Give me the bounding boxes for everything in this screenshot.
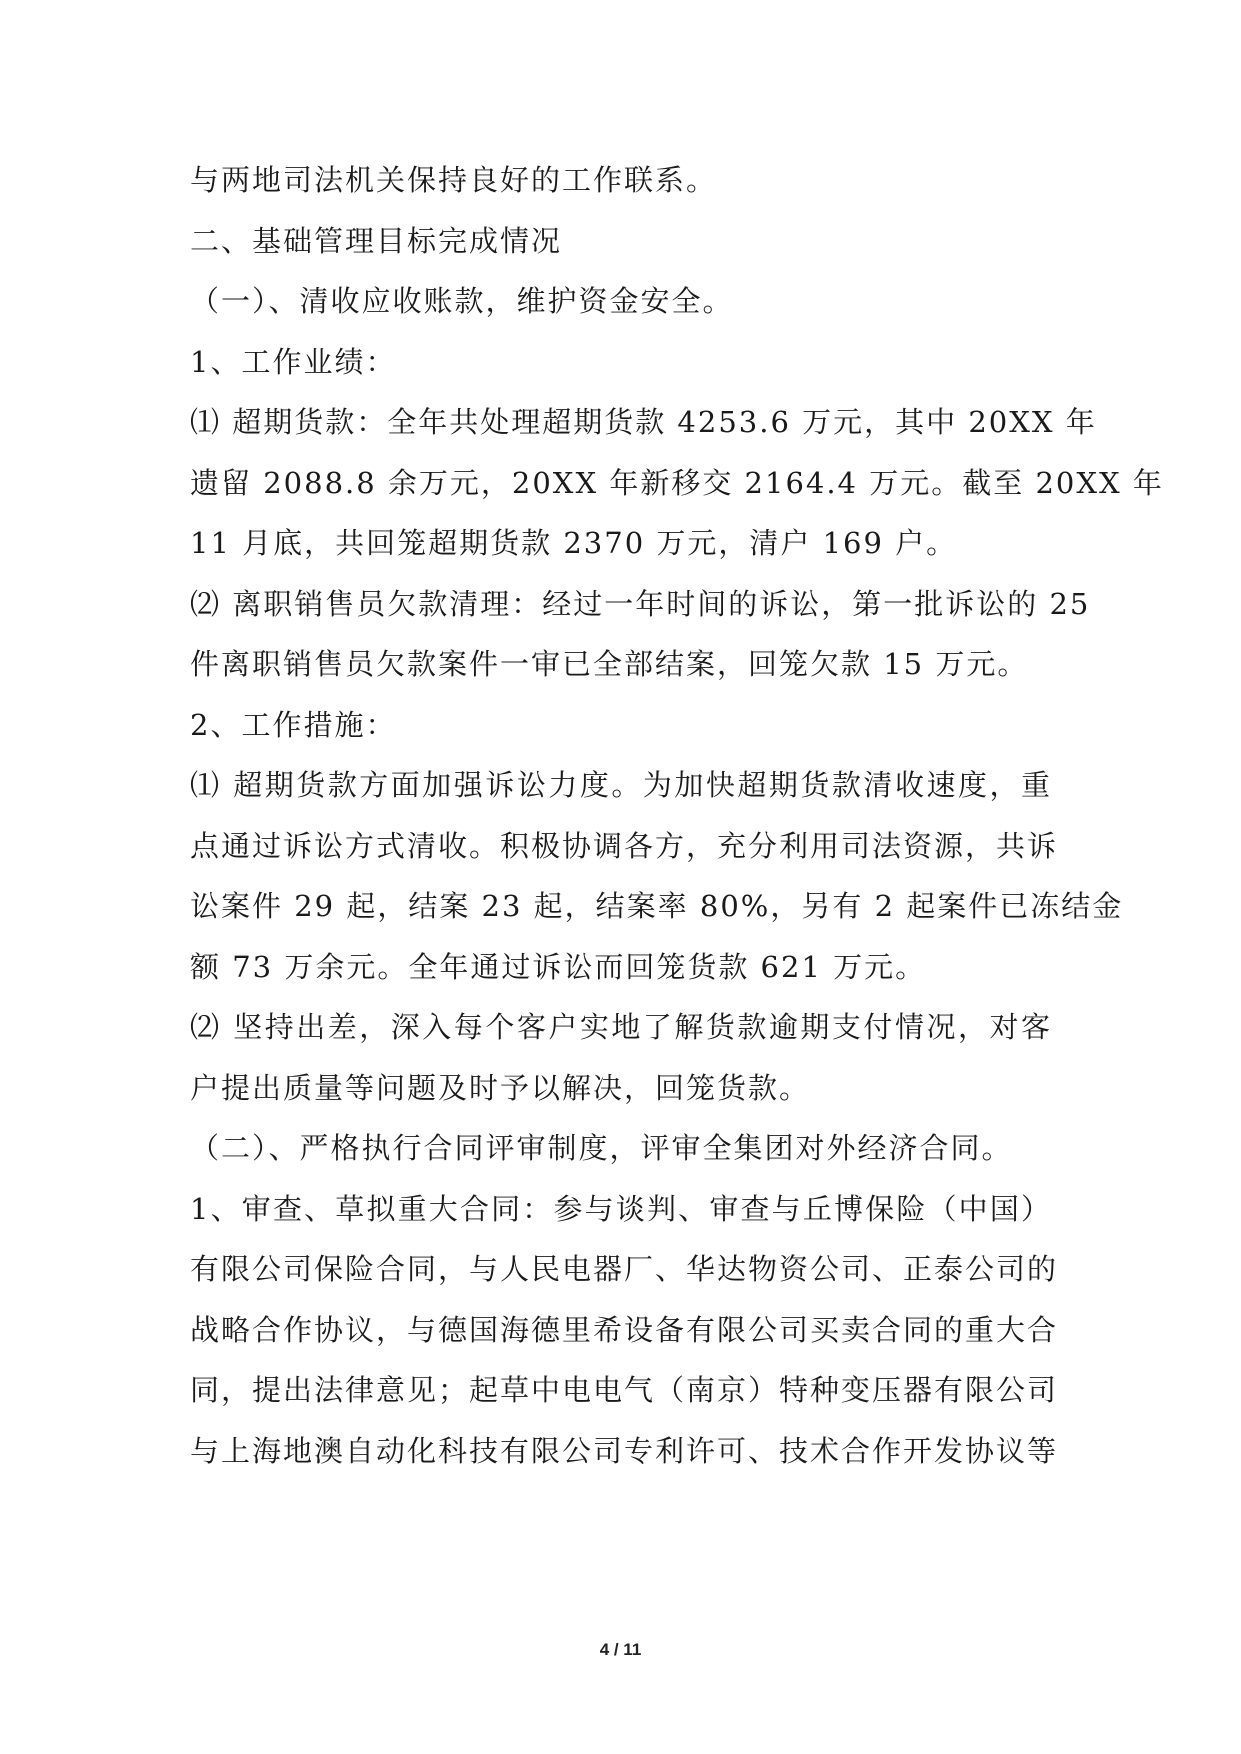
document-body: [190, 150, 1164, 1481]
body-line: 遗留 2088.8 余万元，20XX 年新移交 2164.4 万元。截至 20XX 年: [190, 465, 1164, 500]
subsection-heading: （二）、严格执行合同评审制度，评审全集团对外经济合同。: [190, 1131, 1013, 1165]
body-line: 点通过诉讼方式清收。积极协调各方，充分利用司法资源，共诉: [190, 828, 1059, 863]
item-heading: 1、工作业绩：: [190, 344, 397, 379]
body-line: 同，提出法律意见；起草中电电气（南京）特种变压器有限公司: [190, 1373, 1059, 1407]
body-line: 件离职销售员欠款案件一审已全部结案，回笼欠款 15 万元。: [190, 647, 1029, 681]
body-line: 与两地司法机关保持良好的工作联系。: [190, 163, 718, 197]
page-number: 4 / 11: [599, 1640, 642, 1659]
body-line: 额 73 万余元。全年通过诉讼而回笼货款 621 万元。: [190, 949, 927, 984]
body-line: 户提出质量等问题及时予以解决，回笼货款。: [190, 1070, 811, 1105]
body-line: ⑵ 离职销售员欠款清理：经过一年时间的诉讼，第一批诉讼的 25: [190, 586, 1091, 621]
body-line: 1、审查、草拟重大合同：参与谈判、审查与丘博保险（中国）: [190, 1191, 1052, 1226]
body-line: ⑴ 超期货款：全年共处理超期货款 4253.6 万元，其中 20XX 年: [190, 405, 1097, 439]
body-line: 有限公司保险合同，与人民电器厂、华达物资公司、正泰公司的: [190, 1252, 1059, 1286]
body-line: ⑴ 超期货款方面加强诉讼力度。为加快超期货款清收速度，重: [190, 768, 1052, 802]
body-line: ⑵ 坚持出差，深入每个客户实地了解货款逾期支付情况，对客: [190, 1010, 1052, 1044]
body-line: 11 月底，共回笼超期货款 2370 万元，清户 169 户。: [190, 526, 958, 560]
section-heading: 二、基础管理目标完成情况: [190, 223, 563, 258]
body-line: 与上海地澳自动化科技有限公司专利许可、技术合作开发协议等: [190, 1433, 1059, 1468]
item-heading: 2、工作措施：: [190, 707, 397, 742]
subsection-heading: （一）、清收应收账款，维护资金安全。: [190, 284, 734, 318]
body-line: 战略合作协议，与德国海德里希设备有限公司买卖合同的重大合: [190, 1312, 1059, 1347]
body-line: 讼案件 29 起，结案 23 起，结案率 80%，另有 2 起案件已冻结金: [190, 889, 1124, 923]
